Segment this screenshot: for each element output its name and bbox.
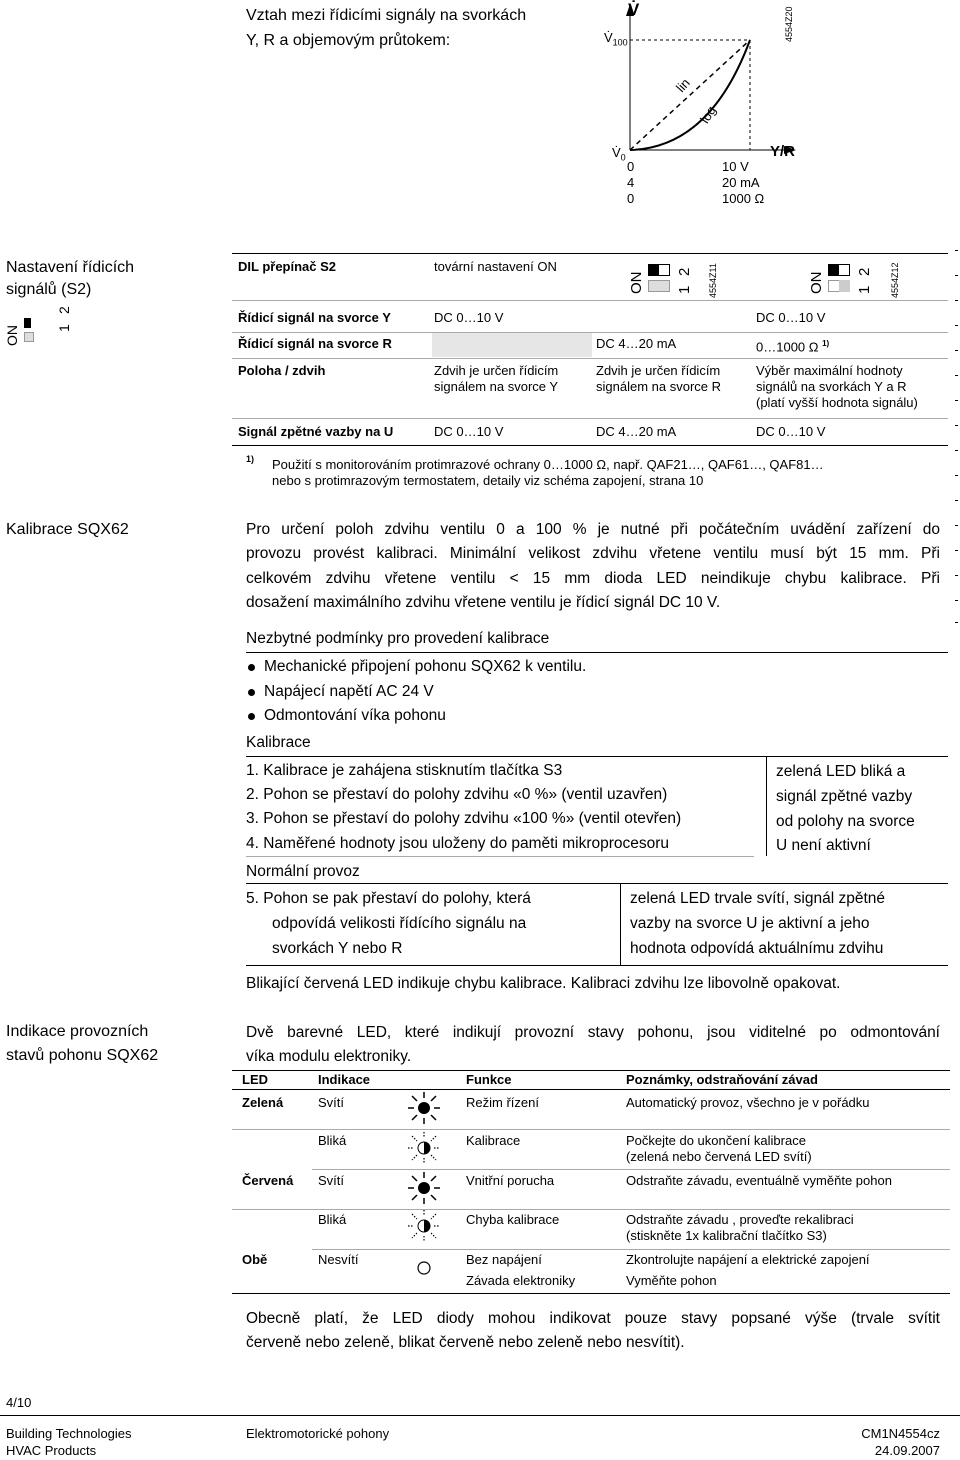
r-value-3: 0…1000 Ω $^{1)}$: [756, 339, 830, 355]
table-cell-function: Kalibrace: [466, 1133, 521, 1148]
r-value-2: DC 4…20 mA: [596, 336, 677, 351]
normal-status-box: zelená LED trvale svítí, signál zpětné vazby na svorce U je aktivní a jeho hodnota odpovídá aktuálnímu zdvihu: [630, 890, 886, 957]
table-cell-note: Zkontrolujte napájení a elektrické zapojení Vyměňte pohon: [626, 1252, 870, 1288]
calibration-side-label: Kalibrace SQX62: [6, 521, 129, 538]
row-feedback-label: Signál zpětné vazby na U: [238, 424, 394, 439]
footer-date: 24.09.2007: [874, 1443, 940, 1458]
table-cell-indication: Bliká: [318, 1133, 347, 1148]
table-cell-led: Červená: [242, 1173, 294, 1188]
states-side-label-line1: Indikace provozních: [6, 1023, 149, 1040]
states-side-label-line2: stavů pohonu SQX62: [6, 1047, 159, 1064]
general-note-line1: Obecně platí, že LED diody mohou indikovat pouze stavy popsané výše (trvale svítit: [246, 1310, 940, 1327]
signals-side-label-line2: signálů (S2): [6, 281, 92, 298]
graph-v0: $V̇_0$: [612, 145, 626, 163]
row-r-label: Řídicí signál na svorce R: [238, 336, 392, 351]
position-y: Zdvih je určen řídicím signálem na svorce Y: [434, 363, 559, 394]
col-header-led: LED: [242, 1072, 268, 1087]
feedback-2: DC 4…20 mA: [596, 424, 677, 439]
bullet-icon: [248, 689, 255, 696]
table-cell-indication: Svítí: [318, 1095, 345, 1110]
footer-title: Elektromotorické pohony: [246, 1426, 390, 1441]
table-cell-note: Odstraňte závadu , proveďte rekalibraci (stiskněte 1x kalibrační tlačítko S3): [626, 1212, 854, 1243]
general-note-line2: červeně nebo zeleně, blikat červeně nebo zeleně nebo nesvítit).: [246, 1334, 685, 1351]
led-off-icon: [405, 1250, 443, 1286]
row-dip-label: DIL přepínač S2: [238, 259, 337, 274]
signals-side-label-line1: Nastavení řídicích: [6, 259, 135, 276]
graph-v100: $V̇_{100}$: [604, 30, 628, 48]
graph-x-start: 0 4 0: [627, 159, 635, 206]
flow-graph: [590, 0, 810, 160]
normal-title: Normální provoz: [246, 863, 360, 880]
footnote-line1: Použití s monitorováním protimrazové ochrany 0…1000 Ω, např. QAF21…, QAF61…, QAF81…: [272, 457, 824, 472]
cal-para-1: Pro určení poloh zdvihu ventilu 0 a 100 % je nutné při počátečním uvádění zařízení do: [246, 521, 940, 538]
cal-step: 4. Naměřené hodnoty jsou uloženy do paměti mikroprocesoru: [246, 835, 670, 852]
table-cell-indication: Svítí: [318, 1173, 345, 1188]
step5-line1: 5. Pohon se pak přestaví do polohy, která: [246, 890, 531, 907]
col-header-indication: Indikace: [318, 1072, 371, 1087]
footer-doc-number: CM1N4554cz: [861, 1426, 940, 1441]
graph-log-label: log: [697, 103, 719, 126]
dip-switch-off-icon: ON 1 2: [806, 256, 886, 296]
fig-id-a: 4554Z11: [708, 263, 718, 298]
bullet-icon: [248, 713, 255, 720]
cal-step: 2. Pohon se přestaví do polohy zdvihu «0 %» (ventil uzavřen): [246, 786, 668, 803]
step5-line3: svorkách Y nebo R: [272, 940, 403, 957]
cal-para-4: dosažení maximálního zdvihu vřetene ventilu je řídicí signál DC 10 V.: [246, 594, 721, 611]
col-header-function: Funkce: [466, 1072, 512, 1087]
y-value-3: DC 0…10 V: [756, 310, 826, 325]
footer-company: Building Technologies: [6, 1426, 132, 1441]
table-cell-function: Bez napájení Závada elektroniky: [466, 1252, 576, 1288]
graph-lin-label: lin: [673, 75, 693, 96]
blink-note: Blikající červená LED indikuje chybu kalibrace. Kalibraci zdvihu lze libovolně opakovat.: [246, 975, 841, 992]
fig-id-graph: 4554Z20: [784, 6, 794, 42]
requirement-item: Mechanické připojení pohonu SQX62 k ventilu.: [264, 658, 587, 675]
table-cell-indication: Bliká: [318, 1212, 347, 1227]
graph-y-label: V̇: [628, 0, 640, 19]
requirement-item: Napájecí napětí AC 24 V: [264, 683, 434, 700]
graph-x-label: Y/R: [770, 143, 796, 160]
cal-step: 3. Pohon se přestaví do polohy zdvihu «100 %» (ventil otevřen): [246, 810, 682, 827]
dip-switch-icon: ON 1 2: [4, 306, 72, 346]
row-position-label: Poloha / zdvih: [238, 363, 326, 378]
y-value-1: DC 0…10 V: [434, 310, 504, 325]
cal-para-2: provozu provést kalibraci. Minimální velikost zdvihu vřetene ventilu musí být 15 mm. Při: [246, 545, 940, 562]
page-number: 4/10: [6, 1395, 32, 1410]
col-header-notes: Poznámky, odstraňování závad: [626, 1072, 818, 1087]
led-blink-icon: [405, 1208, 443, 1244]
calibration-status-box: zelená LED bliká a signál zpětné vazby od polohy na svorce U není aktivní: [776, 763, 915, 854]
fig-id-b: 4554Z12: [890, 262, 900, 298]
calibration-title: Kalibrace: [246, 734, 311, 751]
requirement-item: Odmontování víka pohonu: [264, 707, 446, 724]
feedback-1: DC 0…10 V: [434, 424, 504, 439]
table-cell-indication: Nesvítí: [318, 1252, 359, 1267]
factory-setting: tovární nastavení ON: [434, 259, 557, 274]
footnote-mark: 1): [246, 454, 255, 464]
table-cell-led: Zelená: [242, 1095, 284, 1110]
cal-para-3: celkovém zdvihu vřetene ventilu < 15 mm dioda LED neindikuje chybu kalibrace. Při: [246, 570, 940, 587]
table-cell-note: Odstraňte závadu, eventuálně vyměňte pohon: [626, 1173, 892, 1188]
row-y-label: Řídicí signál na svorce Y: [238, 310, 391, 325]
table-cell-led: Obě: [242, 1252, 268, 1267]
r-empty-cell: [432, 333, 592, 357]
graph-x-end: 10 V 20 mA 1000 Ω: [722, 159, 765, 206]
cal-step: 1. Kalibrace je zahájena stisknutím tlačítka S3: [246, 762, 563, 779]
position-r: Zdvih je určen řídicím signálem na svorce R: [596, 363, 721, 394]
states-intro-line1: Dvě barevné LED, které indikují provozní stavy pohonu, jsou viditelné po odmontování: [246, 1024, 940, 1041]
table-cell-function: Vnitřní porucha: [466, 1173, 555, 1188]
led-on-icon: [405, 1170, 443, 1206]
led-on-icon: [405, 1090, 443, 1126]
bullet-icon: [248, 664, 255, 671]
states-intro-line2: víka modulu elektroniky.: [246, 1048, 412, 1065]
table-cell-note: Automatický provoz, všechno je v pořádku: [626, 1095, 870, 1110]
relation-title-line1: Vztah mezi řídicími signály na svorkách: [246, 7, 527, 24]
footer-division: HVAC Products: [6, 1443, 97, 1458]
relation-title-line2: Y, R a objemovým průtokem:: [246, 32, 451, 49]
footnote-line2: nebo s protimrazovým termostatem, detaily viz schéma zapojení, strana 10: [272, 473, 704, 488]
feedback-3: DC 0…10 V: [756, 424, 826, 439]
dip-switch-on-icon: ON 1 2: [626, 256, 706, 296]
table-cell-function: Chyba kalibrace: [466, 1212, 560, 1227]
requirements-title: Nezbytné podmínky pro provedení kalibrace: [246, 630, 550, 647]
table-cell-function: Režim řízení: [466, 1095, 539, 1110]
table-cell-note: Počkejte do ukončení kalibrace (zelená nebo červená LED svítí): [626, 1133, 812, 1164]
step5-line2: odpovídá velikosti řídícího signálu na: [272, 915, 527, 932]
led-blink-icon: [405, 1130, 443, 1166]
position-max: Výběr maximální hodnoty signálů na svorkách Y a R (platí vyšší hodnota signálu): [756, 363, 918, 410]
